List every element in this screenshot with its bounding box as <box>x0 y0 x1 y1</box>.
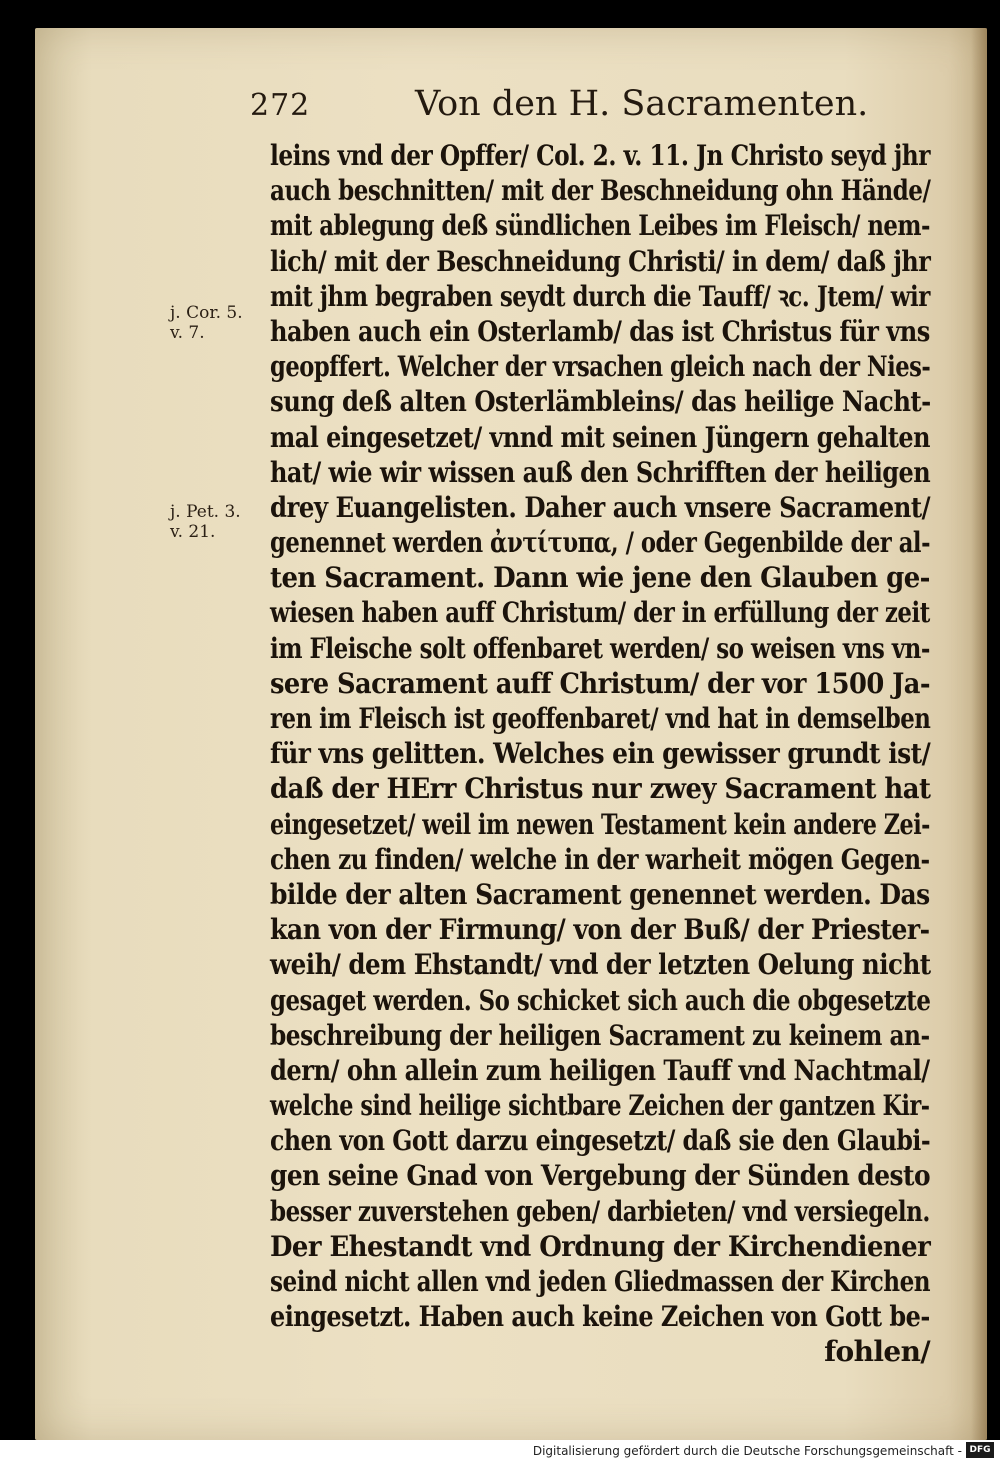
text-line: sung deß alten Osterlämbleins/ das heilige Nacht- <box>270 385 931 419</box>
dfg-logo: DFG <box>966 1442 994 1458</box>
margin-note-1-ref: j. Cor. 5. <box>170 303 243 323</box>
text-line: für vns gelitten. Welches ein gewisser grundt ist/ <box>270 737 931 771</box>
margin-note-2 <box>170 502 241 542</box>
text-line: ten Sacrament. Dann wie jene den Glauben ge- <box>270 561 930 595</box>
running-head: Von den H. Sacramenten. <box>415 84 869 124</box>
text-line: seind nicht allen vnd jeden Gliedmassen der Kirchen <box>270 1265 931 1298</box>
text-line: chen zu finden/ welche in der warheit mögen Gegen- <box>270 842 930 876</box>
text-line: mal eingesetzet/ vnnd mit seinen Jüngern gehalten <box>270 420 930 454</box>
text-line: Der Ehestandt vnd Ordnung der Kirchendiener <box>270 1229 931 1263</box>
text-line: eingesetzet/ weil im newen Testament kein andere Zei- <box>270 807 930 841</box>
text-line: lich/ mit der Beschneidung Christi/ in dem/ daß jhr <box>270 244 931 278</box>
text-line: im Fleische solt offenbaret werden/ so weisen vns vn- <box>270 631 930 665</box>
text-line: gesaget werden. So schicket sich auch die obgesetzte <box>270 983 931 1017</box>
text-line: kan von der Firmung/ von der Buß/ der Priester- <box>270 913 930 947</box>
text-line: fohlen/ <box>824 1335 930 1369</box>
text-line: sere Sacrament auff Christum/ der vor 1500 Ja- <box>270 666 930 700</box>
margin-note-2-verse: v. 21. <box>170 522 216 542</box>
text-line: gen seine Gnad von Vergebung der Sünden desto <box>270 1159 931 1193</box>
text-line: bilde der alten Sacrament genennet werden. Das <box>270 877 930 911</box>
text-line: leins vnd der Opffer/ Col. 2. v. 11. Jn Christo seyd jhr <box>270 139 930 172</box>
text-line: genennet werden ἀντίτυπα, / oder Gegenbilde der al- <box>270 526 931 560</box>
text-line: drey Euangelisten. Daher auch vnsere Sacrament/ <box>270 490 930 524</box>
margin-note-2-ref: j. Pet. 3. <box>170 502 241 522</box>
margin-note-1-verse: v. 7. <box>170 323 205 343</box>
page-number: 272 <box>250 88 311 123</box>
text-line: welche sind heilige sichtbare Zeichen der gantzen Kir- <box>270 1089 930 1123</box>
text-line: wiesen haben auff Christum/ der in erfüllung der zeit <box>270 596 930 630</box>
text-line: daß der HErr Christus nur zwey Sacrament hat <box>270 772 931 806</box>
text-line: besser zuverstehen geben/ darbieten/ vnd versiegeln. <box>270 1194 930 1228</box>
text-line: auch beschnitten/ mit der Beschneidung ohn Hände/ <box>270 174 931 208</box>
text-line: ren im Fleisch ist geoffenbaret/ vnd hat in demselben <box>270 702 931 735</box>
text-line: beschreibung der heiligen Sacrament zu keinem an- <box>270 1018 930 1052</box>
page-edge-shadow <box>971 28 987 1440</box>
text-line: dern/ ohn allein zum heiligen Tauff vnd Nachtmal/ <box>270 1053 930 1087</box>
text-line: weih/ dem Ehstandt/ vnd der letzten Oelung nicht <box>270 948 931 982</box>
body-text <box>270 138 930 1370</box>
text-line: eingesetzt. Haben auch keine Zeichen von Gott be- <box>270 1300 930 1334</box>
text-line: hat/ wie wir wissen auß den Schrifften der heiligen <box>270 455 931 489</box>
text-line: mit jhm begraben seydt durch die Tauff/ ꝛc. Jtem/ wir <box>270 279 930 313</box>
margin-note-1 <box>170 303 243 343</box>
text-line: geopffert. Welcher der vrsachen gleich nach der Nies- <box>270 350 931 384</box>
text-line: mit ablegung deß sündlichen Leibes im Fleisch/ nem- <box>270 209 930 243</box>
text-line: haben auch ein Osterlamb/ das ist Christus für vns <box>270 314 930 348</box>
text-line: chen von Gott darzu eingesetzt/ daß sie den Glaubi- <box>270 1124 931 1158</box>
footer-credit: Digitalisierung gefördert durch die Deutsche Forschungsgemeinschaft - <box>532 1444 962 1458</box>
